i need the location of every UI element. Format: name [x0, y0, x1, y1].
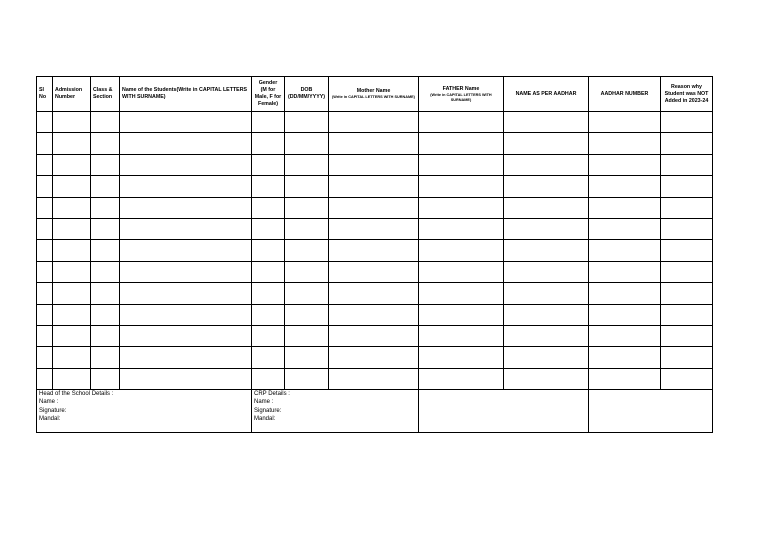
cell-admission-number[interactable] [53, 347, 91, 368]
cell-father-name[interactable] [419, 240, 504, 261]
cell-aadhar-number[interactable] [589, 240, 661, 261]
cell-class-section[interactable] [91, 154, 120, 175]
cell-dob[interactable] [285, 368, 329, 389]
cell-dob[interactable] [285, 197, 329, 218]
cell-class-section[interactable] [91, 197, 120, 218]
cell-admission-number[interactable] [53, 368, 91, 389]
cell-admission-number[interactable] [53, 176, 91, 197]
cell-father-name[interactable] [419, 304, 504, 325]
cell-reason[interactable] [661, 154, 713, 175]
header-dob [285, 77, 329, 112]
header-aadhar-number: AADHAR NUMBER [589, 77, 661, 112]
cell-aadhar-number[interactable] [589, 197, 661, 218]
cell-student-name[interactable] [120, 240, 252, 261]
cell-admission-number[interactable] [53, 133, 91, 154]
cell-class-section[interactable] [91, 218, 120, 239]
cell-sl-no[interactable] [37, 197, 53, 218]
cell-sl-no[interactable] [37, 154, 53, 175]
cell-name-as-per-aadhar[interactable] [504, 154, 589, 175]
cell-father-name[interactable] [419, 176, 504, 197]
cell-mother-name[interactable] [329, 283, 419, 304]
hos-name-label: Name : [39, 399, 59, 406]
header-father-title: FATHER Name [442, 85, 480, 92]
cell-sl-no[interactable] [37, 240, 53, 261]
cell-class-section[interactable] [91, 176, 120, 197]
cell-name-as-per-aadhar[interactable] [504, 325, 589, 346]
cell-mother-name[interactable] [329, 261, 419, 282]
cell-aadhar-number[interactable] [589, 218, 661, 239]
cell-mother-name[interactable] [329, 176, 419, 197]
cell-father-name[interactable] [419, 347, 504, 368]
cell-dob[interactable] [285, 304, 329, 325]
cell-gender[interactable] [252, 347, 285, 368]
header-student-name: Name of the Students(Write in CAPITAL LETTERS WITH SURNAME) [120, 77, 252, 112]
cell-reason[interactable] [661, 304, 713, 325]
hos-mandal-label: Mandal: [39, 415, 61, 422]
student-form-table [36, 76, 713, 433]
cell-dob[interactable] [285, 112, 329, 133]
cell-name-as-per-aadhar[interactable] [504, 368, 589, 389]
table-row [37, 176, 713, 197]
cell-reason[interactable] [661, 112, 713, 133]
table-row [37, 240, 713, 261]
cell-name-as-per-aadhar[interactable] [504, 304, 589, 325]
cell-mother-name[interactable] [329, 197, 419, 218]
cell-name-as-per-aadhar[interactable] [504, 112, 589, 133]
cell-mother-name[interactable] [329, 368, 419, 389]
cell-reason[interactable] [661, 197, 713, 218]
cell-dob[interactable] [285, 240, 329, 261]
cell-sl-no[interactable] [37, 176, 53, 197]
cell-sl-no[interactable] [37, 325, 53, 346]
cell-name-as-per-aadhar[interactable] [504, 240, 589, 261]
cell-admission-number[interactable] [53, 218, 91, 239]
footer-blank-cell [589, 390, 713, 433]
cell-gender[interactable] [252, 197, 285, 218]
cell-aadhar-number[interactable] [589, 325, 661, 346]
cell-aadhar-number[interactable] [589, 261, 661, 282]
header-mother-name [329, 77, 419, 112]
cell-sl-no[interactable] [37, 261, 53, 282]
cell-father-name[interactable] [419, 368, 504, 389]
cell-mother-name[interactable] [329, 240, 419, 261]
cell-student-name[interactable] [120, 347, 252, 368]
cell-aadhar-number[interactable] [589, 176, 661, 197]
cell-aadhar-number[interactable] [589, 112, 661, 133]
cell-admission-number[interactable] [53, 325, 91, 346]
cell-student-name[interactable] [120, 304, 252, 325]
cell-student-name[interactable] [120, 176, 252, 197]
table-row [37, 154, 713, 175]
cell-reason[interactable] [661, 218, 713, 239]
cell-dob[interactable] [285, 347, 329, 368]
cell-father-name[interactable] [419, 154, 504, 175]
cell-aadhar-number[interactable] [589, 304, 661, 325]
cell-name-as-per-aadhar[interactable] [504, 347, 589, 368]
cell-aadhar-number[interactable] [589, 154, 661, 175]
header-mother-title: Mother Name [356, 88, 391, 94]
cell-admission-number[interactable] [53, 112, 91, 133]
cell-student-name[interactable] [120, 283, 252, 304]
cell-name-as-per-aadhar[interactable] [504, 176, 589, 197]
header-gender-note: (M for Male, F for Female) [254, 87, 282, 107]
header-reason-not-added: Reason why Student was NOT Added in 2023-24 [661, 77, 713, 112]
cell-class-section[interactable] [91, 325, 120, 346]
cell-father-name[interactable] [419, 261, 504, 282]
form-sheet [36, 76, 713, 433]
cell-student-name[interactable] [120, 325, 252, 346]
cell-father-name[interactable] [419, 283, 504, 304]
cell-admission-number[interactable] [53, 240, 91, 261]
cell-mother-name[interactable] [329, 325, 419, 346]
cell-name-as-per-aadhar[interactable] [504, 261, 589, 282]
header-gender [252, 77, 285, 112]
cell-gender[interactable] [252, 368, 285, 389]
crp-title: CRP Details : [254, 391, 290, 398]
cell-admission-number[interactable] [53, 283, 91, 304]
crp-signature-label: Signature: [254, 407, 282, 414]
cell-mother-name[interactable] [329, 112, 419, 133]
cell-class-section[interactable] [91, 368, 120, 389]
cell-admission-number[interactable] [53, 197, 91, 218]
hos-signature-label: Signature: [39, 407, 67, 414]
cell-gender[interactable] [252, 176, 285, 197]
cell-sl-no[interactable] [37, 283, 53, 304]
cell-aadhar-number[interactable] [589, 283, 661, 304]
header-mother-note: (Write in CAPITAL LETTERS WITH SURNAME) [332, 95, 415, 99]
cell-sl-no[interactable] [37, 112, 53, 133]
cell-gender[interactable] [252, 304, 285, 325]
cell-reason[interactable] [661, 261, 713, 282]
cell-sl-no[interactable] [37, 347, 53, 368]
header-father-name [419, 77, 504, 112]
crp-name-label: Name : [254, 399, 274, 406]
cell-sl-no[interactable] [37, 368, 53, 389]
header-dob-format: (DD/MM/YYYY) [287, 94, 326, 100]
cell-dob[interactable] [285, 154, 329, 175]
cell-mother-name[interactable] [329, 218, 419, 239]
crp-details [252, 390, 419, 433]
cell-student-name[interactable] [120, 133, 252, 154]
cell-class-section[interactable] [91, 133, 120, 154]
header-name-as-per-aadhar: NAME AS PER AADHAR [504, 77, 589, 112]
cell-class-section[interactable] [91, 112, 120, 133]
table-row [37, 197, 713, 218]
cell-father-name[interactable] [419, 325, 504, 346]
table-row [37, 325, 713, 346]
table-row [37, 261, 713, 282]
cell-dob[interactable] [285, 133, 329, 154]
cell-name-as-per-aadhar[interactable] [504, 283, 589, 304]
cell-gender[interactable] [252, 154, 285, 175]
cell-aadhar-number[interactable] [589, 347, 661, 368]
cell-gender[interactable] [252, 218, 285, 239]
cell-sl-no[interactable] [37, 304, 53, 325]
header-dob-title: DOB [300, 87, 313, 93]
cell-class-section[interactable] [91, 261, 120, 282]
table-row [37, 304, 713, 325]
cell-gender[interactable] [252, 261, 285, 282]
footer-blank-cell [419, 390, 589, 433]
cell-aadhar-number[interactable] [589, 133, 661, 154]
head-of-school-details [37, 390, 252, 433]
cell-gender[interactable] [252, 133, 285, 154]
cell-student-name[interactable] [120, 368, 252, 389]
cell-mother-name[interactable] [329, 304, 419, 325]
cell-student-name[interactable] [120, 218, 252, 239]
cell-father-name[interactable] [419, 133, 504, 154]
cell-reason[interactable] [661, 347, 713, 368]
header-sl-no: Sl No [37, 77, 53, 112]
header-father-note: (Write in CAPITAL LETTERS WITH SURNAME) [430, 92, 492, 102]
table-row [37, 283, 713, 304]
cell-dob[interactable] [285, 325, 329, 346]
cell-aadhar-number[interactable] [589, 368, 661, 389]
cell-father-name[interactable] [419, 197, 504, 218]
header-admission-number: Admission Number [53, 77, 91, 112]
crp-mandal-label: Mandal: [254, 415, 276, 422]
cell-dob[interactable] [285, 283, 329, 304]
cell-mother-name[interactable] [329, 154, 419, 175]
table-row [37, 347, 713, 368]
cell-student-name[interactable] [120, 197, 252, 218]
table-row [37, 112, 713, 133]
cell-student-name[interactable] [120, 154, 252, 175]
cell-gender[interactable] [252, 325, 285, 346]
header-gender-title: Gender [258, 80, 278, 86]
cell-reason[interactable] [661, 283, 713, 304]
cell-dob[interactable] [285, 218, 329, 239]
cell-name-as-per-aadhar[interactable] [504, 197, 589, 218]
cell-dob[interactable] [285, 176, 329, 197]
cell-admission-number[interactable] [53, 154, 91, 175]
cell-mother-name[interactable] [329, 133, 419, 154]
cell-student-name[interactable] [120, 261, 252, 282]
cell-name-as-per-aadhar[interactable] [504, 218, 589, 239]
cell-class-section[interactable] [91, 347, 120, 368]
footer-row [37, 390, 713, 433]
cell-sl-no[interactable] [37, 133, 53, 154]
cell-class-section[interactable] [91, 283, 120, 304]
cell-sl-no[interactable] [37, 218, 53, 239]
table-body [37, 112, 713, 390]
cell-father-name[interactable] [419, 218, 504, 239]
header-row [37, 77, 713, 112]
cell-gender[interactable] [252, 240, 285, 261]
table-row [37, 368, 713, 389]
cell-admission-number[interactable] [53, 304, 91, 325]
cell-reason[interactable] [661, 240, 713, 261]
table-row [37, 218, 713, 239]
cell-father-name[interactable] [419, 112, 504, 133]
cell-reason[interactable] [661, 368, 713, 389]
header-class-section: Class & Section [91, 77, 120, 112]
cell-gender[interactable] [252, 112, 285, 133]
cell-class-section[interactable] [91, 304, 120, 325]
hos-title: Head of the School Details : [39, 391, 114, 398]
cell-student-name[interactable] [120, 112, 252, 133]
cell-reason[interactable] [661, 176, 713, 197]
cell-reason[interactable] [661, 325, 713, 346]
cell-class-section[interactable] [91, 240, 120, 261]
table-row [37, 133, 713, 154]
cell-admission-number[interactable] [53, 261, 91, 282]
cell-reason[interactable] [661, 133, 713, 154]
cell-gender[interactable] [252, 283, 285, 304]
cell-dob[interactable] [285, 261, 329, 282]
cell-name-as-per-aadhar[interactable] [504, 133, 589, 154]
cell-mother-name[interactable] [329, 347, 419, 368]
